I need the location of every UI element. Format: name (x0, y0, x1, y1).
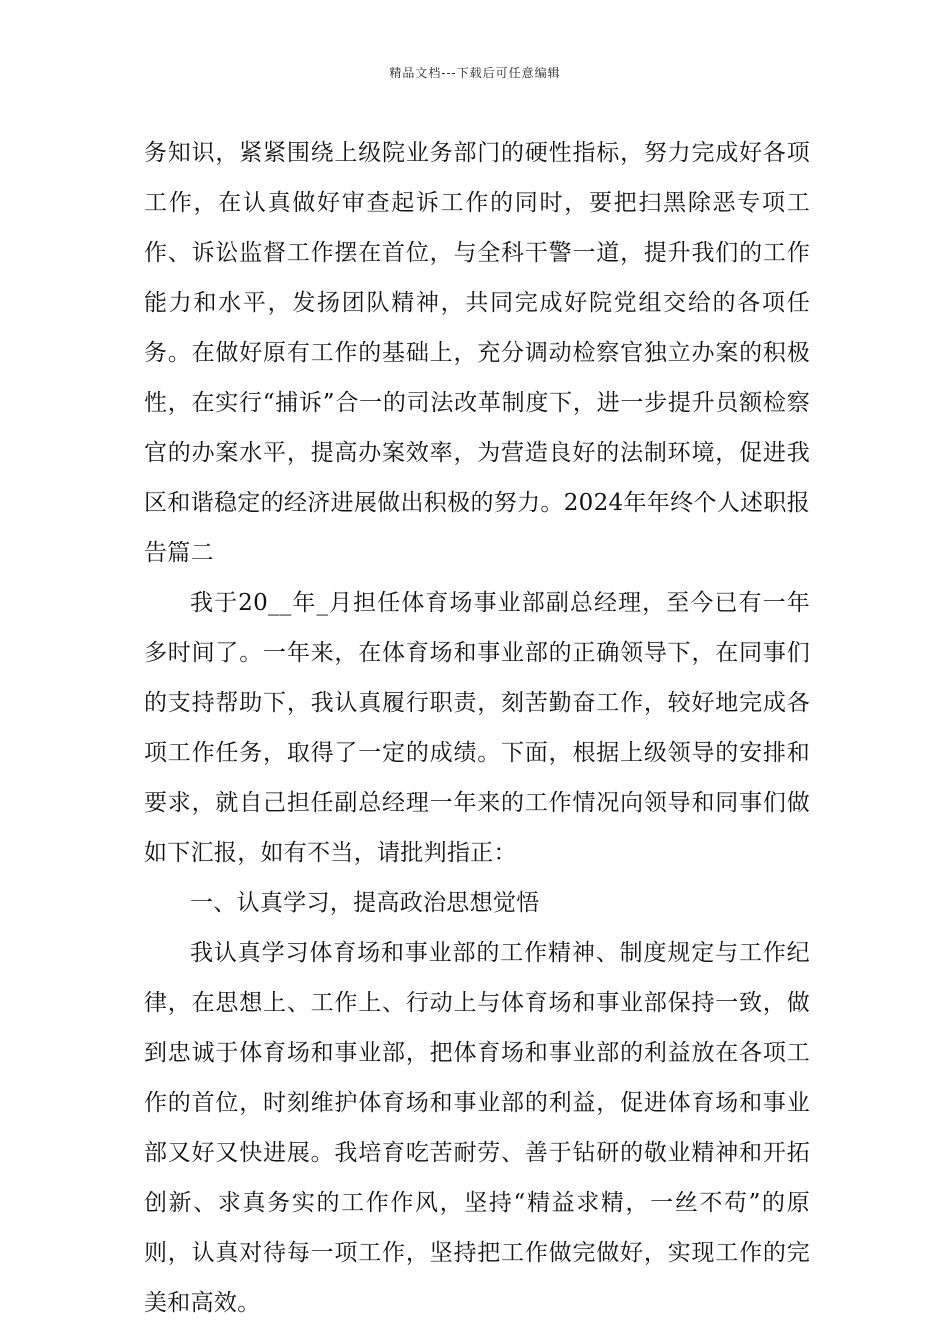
document-body (144, 128, 810, 1328)
paragraph-continuation: 务知识，紧紧围绕上级院业务部门的硬性指标，努力完成好各项工作，在认真做好审查起诉工作的同时，要把扫黑除恶专项工作、诉讼监督工作摆在首位，与全科干警一道，提升我们的工作能力和水平，发扬团队精神，共同完成好院党组交给的各项任务。在做好原有工作的基础上，充分调动检察官独立办案的积极性，在实行“捕诉”合一的司法改革制度下，进一步提升员额检察官的办案水平，提高办案效率，为营造良好的法制环境，促进我区和谐稳定的经济进展做出积极的努力。2024年年终个人述职报告篇二 (144, 140, 810, 566)
section-heading: 一、认真学习，提高政治思想觉悟 (190, 890, 540, 916)
paragraph-intro: 我于20__年_月担任体育场事业部副总经理，至今已有一年多时间了。一年来，在体育场和事业部的正确领导下，在同事们的支持帮助下，我认真履行职责，刻苦勤奋工作，较好地完成各项工作任务，取得了一定的成绩。下面，根据上级领导的安排和要求，就自己担任副总经理一年来的工作情况向领导和同事们做如下汇报，如有不当，请批判指正： (144, 590, 810, 866)
page-header: 精品文档---下载后可任意编辑 (389, 66, 561, 80)
paragraph-section-1: 我认真学习体育场和事业部的工作精神、制度规定与工作纪律，在思想上、工作上、行动上与体育场和事业部保持一致，做到忠诚于体育场和事业部，把体育场和事业部的利益放在各项工作的首位，时刻维护体育场和事业部的利益，促进体育场和事业部又好又快进展。我培育吃苦耐劳、善于钻研的敬业精神和开拓创新、求真务实的工作作风，坚持“精益求精，一丝不苟”的原则，认真对待每一项工作，坚持把工作做完做好，实现工作的完美和高效。 (144, 940, 810, 1316)
